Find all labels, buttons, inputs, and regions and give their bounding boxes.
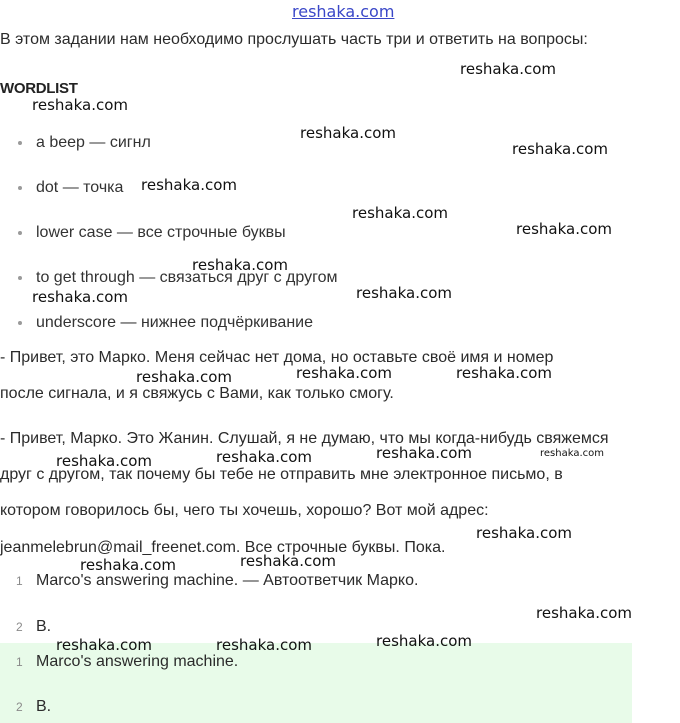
question-number: 1 <box>16 574 23 588</box>
intro-text: В этом задании нам необходимо прослушать часть три и ответить на вопросы: <box>0 31 588 48</box>
bullet-icon <box>18 321 22 325</box>
watermark: reshaka.com <box>80 556 176 574</box>
watermark: reshaka.com <box>240 552 336 570</box>
wordlist-item <box>18 314 313 332</box>
wordlist-item-text: dot — точка <box>36 179 124 196</box>
watermark: reshaka.com <box>216 636 312 654</box>
bullet-icon <box>18 141 22 145</box>
watermark: reshaka.com <box>376 632 472 650</box>
wordlist-item <box>18 134 151 152</box>
watermark: reshaka.com <box>300 124 396 142</box>
answer-number: 2 <box>16 700 23 714</box>
watermark: reshaka.com <box>136 368 232 386</box>
dialogue-line: после сигнала, и я свяжусь с Вами, как только смогу. <box>0 385 394 402</box>
question-text: Marco's answering machine. — Автоответчик Марко. <box>36 572 419 589</box>
bullet-icon <box>18 231 22 235</box>
dialogue-line: друг с другом, так почему бы тебе не отправить мне электронное письмо, в <box>0 466 563 483</box>
watermark: reshaka.com <box>540 448 604 459</box>
watermark: reshaka.com <box>456 364 552 382</box>
watermark: reshaka.com <box>32 96 128 114</box>
watermark: reshaka.com <box>460 60 556 78</box>
dialogue-line: - Привет, это Марко. Меня сейчас нет дома, но оставьте своё имя и номер <box>0 349 554 366</box>
watermark: reshaka.com <box>516 220 612 238</box>
dialogue-line: jeanmelebrun@mail_freenet.com. Все строчные буквы. Пока. <box>0 539 446 556</box>
watermark: reshaka.com <box>352 204 448 222</box>
watermark: reshaka.com <box>296 364 392 382</box>
dialogue-line: котором говорилось бы, чего ты хочешь, хорошо? Вот мой адрес: <box>0 502 489 519</box>
question-number: 2 <box>16 620 23 634</box>
question-item <box>0 618 51 636</box>
dialogue-line: - Привет, Марко. Это Жанин. Слушай, я не думаю, что мы когда-нибудь свяжемся <box>0 430 609 447</box>
answer-text: Marco's answering machine. <box>36 653 239 670</box>
watermark: reshaka.com <box>56 636 152 654</box>
watermark: reshaka.com <box>536 604 632 622</box>
wordlist-item-text: to get through — связаться друг с другом <box>36 269 338 286</box>
answer-text: B. <box>36 698 52 715</box>
answer-item <box>0 698 51 716</box>
watermark: reshaka.com <box>216 448 312 466</box>
watermark: reshaka.com <box>56 452 152 470</box>
wordlist-heading: WORDLIST <box>0 80 78 97</box>
watermark: reshaka.com <box>376 444 472 462</box>
answer-item <box>0 653 238 671</box>
question-text: B. <box>36 618 52 635</box>
wordlist-item-text: a beep — сигнл <box>36 134 151 151</box>
bullet-icon <box>18 276 22 280</box>
watermark: reshaka.com <box>512 140 608 158</box>
wordlist-item-text: underscore — нижнее подчёркивание <box>36 314 313 331</box>
answer-number: 1 <box>16 655 23 669</box>
wordlist-item <box>18 179 123 197</box>
bullet-icon <box>18 186 22 190</box>
watermark: reshaka.com <box>32 288 128 306</box>
watermark: reshaka.com <box>356 284 452 302</box>
watermark: reshaka.com <box>192 256 288 274</box>
wordlist-item <box>18 269 338 287</box>
wordlist-item <box>18 224 286 242</box>
question-item <box>0 572 418 590</box>
watermark: reshaka.com <box>141 176 237 194</box>
site-header-link[interactable]: reshaka.com <box>292 2 395 21</box>
wordlist-item-text: lower case — все строчные буквы <box>36 224 286 241</box>
watermark: reshaka.com <box>476 524 572 542</box>
